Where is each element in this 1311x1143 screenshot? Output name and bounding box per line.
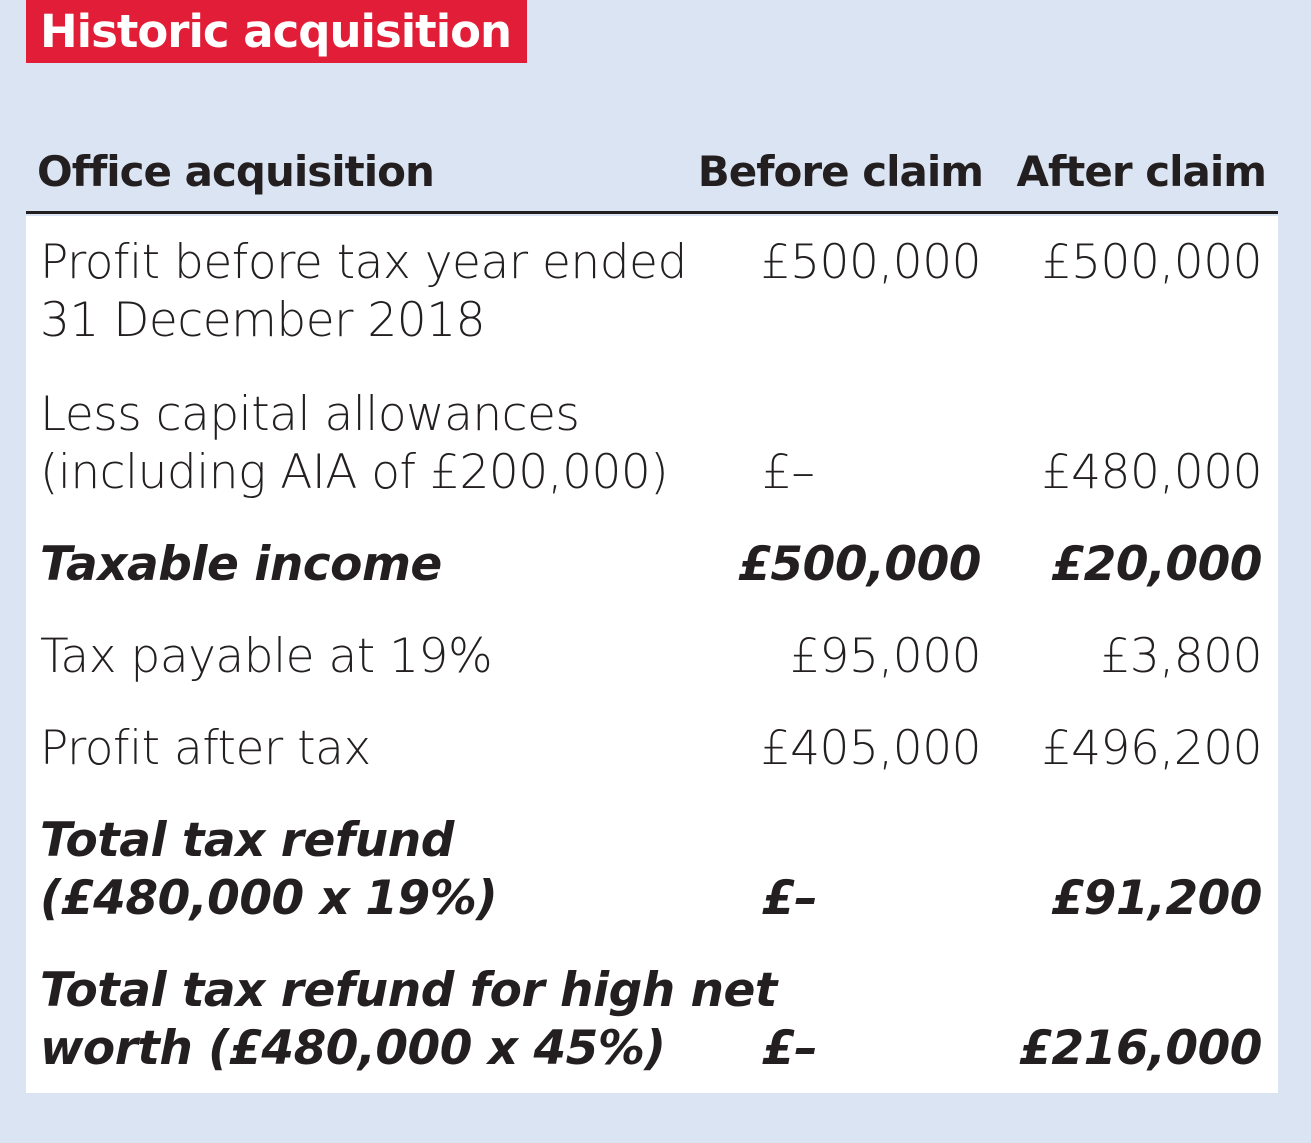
row-after-value: £500,000 xyxy=(1041,235,1262,290)
title-banner: Historic acquisition xyxy=(26,0,527,63)
row-after-value: £480,000 xyxy=(1041,445,1262,500)
row-before-value: £405,000 xyxy=(760,721,981,776)
table-row-capital-allowances xyxy=(26,386,1278,502)
row-before-value: £500,000 xyxy=(738,537,981,592)
column-header-before-claim: Before claim xyxy=(697,147,983,196)
row-before-value: £– xyxy=(762,871,818,926)
column-header-label: Office acquisition xyxy=(37,147,434,196)
row-label: Profit after tax xyxy=(40,721,371,776)
row-after-value: £3,800 xyxy=(1100,629,1262,684)
row-label: Taxable income xyxy=(40,537,442,592)
row-before-value: £– xyxy=(762,1021,818,1076)
table-row-total-tax-refund xyxy=(26,812,1278,928)
table-row-taxable-income xyxy=(26,536,1278,594)
row-label: Less capital allowances (including AIA of £200,000) xyxy=(40,387,669,500)
row-before-value: £– xyxy=(762,445,815,500)
table-row-high-net-worth-refund xyxy=(26,962,1278,1078)
row-label: Total tax refund (£480,000 x 19%) xyxy=(40,813,498,926)
row-before-value: £500,000 xyxy=(760,235,981,290)
table-header xyxy=(26,130,1278,214)
row-label: Profit before tax year ended 31 December 2018 xyxy=(40,235,687,348)
row-label: Total tax refund for high net worth (£480,000 x 45%) xyxy=(40,963,777,1076)
row-after-value: £496,200 xyxy=(1041,721,1262,776)
row-after-value: £216,000 xyxy=(1019,1021,1262,1076)
table-body xyxy=(26,216,1278,1093)
row-after-value: £20,000 xyxy=(1051,537,1262,592)
table-row-tax-payable xyxy=(26,628,1278,686)
table-row-profit-after-tax xyxy=(26,720,1278,778)
row-before-value: £95,000 xyxy=(790,629,981,684)
table-row-profit-before-tax xyxy=(26,234,1278,350)
row-after-value: £91,200 xyxy=(1051,871,1262,926)
row-label: Tax payable at 19% xyxy=(40,629,493,684)
column-header-after-claim: After claim xyxy=(1016,147,1266,196)
